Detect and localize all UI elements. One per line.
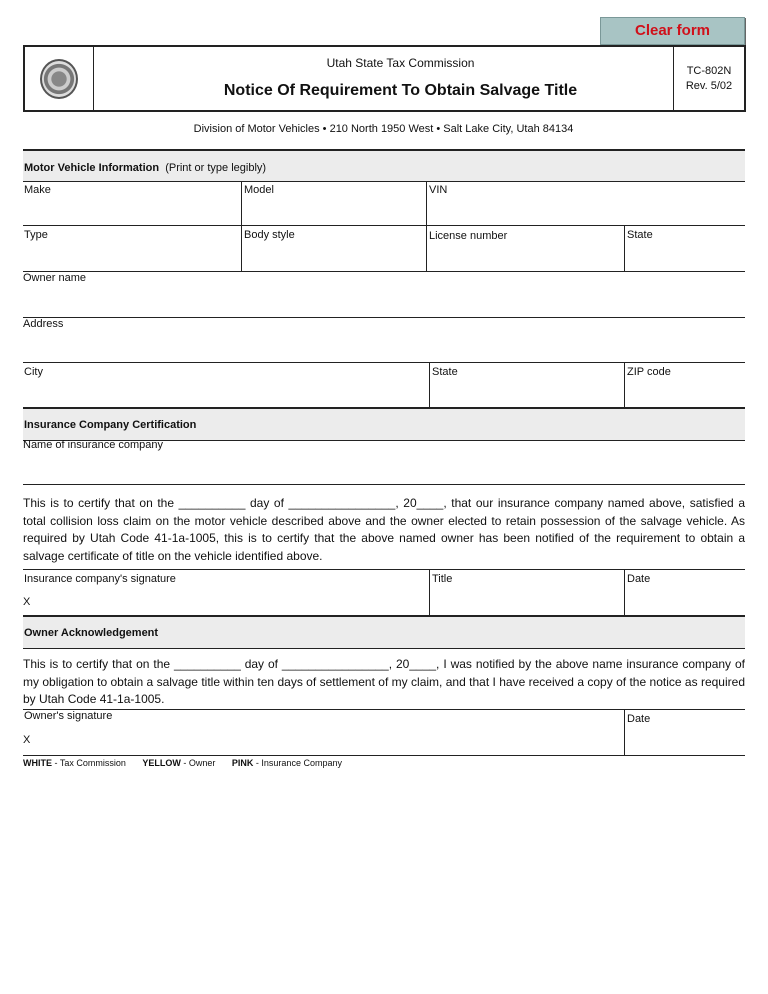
insurance-date-field[interactable] (624, 570, 745, 616)
section-insurance (23, 407, 745, 441)
zip-field[interactable] (624, 363, 745, 407)
owner-signature-field[interactable] (22, 710, 624, 755)
insurance-title-field[interactable] (429, 570, 624, 616)
address-line: Division of Motor Vehicles • 210 North 1950 West • Salt Lake City, Utah 84134 (193, 123, 574, 135)
license-number-field[interactable] (426, 226, 624, 271)
make-field[interactable] (22, 181, 241, 225)
field-label: Name of insurance company (23, 439, 164, 451)
field-label: State (432, 366, 458, 378)
signature-x-mark: X (23, 734, 31, 746)
field-label: Owner name (23, 272, 86, 284)
agency-name: Utah State Tax Commission (326, 56, 475, 70)
field-label: ZIP code (627, 366, 671, 378)
field-label: Title (432, 573, 453, 585)
field-label: Make (24, 184, 51, 196)
revision: Rev. 5/02 (685, 80, 733, 92)
field-label: Date (627, 573, 651, 585)
model-field[interactable] (241, 181, 426, 225)
field-label: VIN (429, 184, 448, 196)
insurance-signature-field[interactable] (22, 570, 429, 616)
field-label: Type (24, 229, 48, 241)
owner-date-field[interactable] (624, 710, 745, 755)
copy-yellow-desc: - Owner (180, 758, 216, 768)
field-label: City (24, 366, 43, 378)
field-label: Insurance company's signature (24, 573, 176, 585)
field-label: Date (627, 713, 651, 725)
owner-name-field[interactable] (23, 272, 745, 318)
section-note: (Print or type legibly) (165, 162, 267, 174)
copy-white: WHITE (23, 758, 52, 768)
row-owner-signature (23, 709, 745, 756)
row-city (23, 363, 745, 408)
copy-pink-desc: - Insurance Company (253, 758, 342, 768)
clear-form-button[interactable]: Clear form (600, 17, 745, 45)
copy-distribution (23, 758, 342, 768)
section-heading: Motor Vehicle Information (24, 162, 160, 174)
page-title: Notice Of Requirement To Obtain Salvage Title (223, 82, 578, 99)
vin-field[interactable] (426, 181, 745, 225)
signature-x-mark: X (23, 596, 31, 608)
state-field[interactable] (624, 226, 745, 271)
section-heading: Owner Acknowledgement (24, 627, 159, 639)
field-label: State (627, 229, 653, 241)
copy-pink: PINK (231, 758, 254, 768)
row-type (23, 226, 745, 272)
insurance-certification-text: This is to certify that on the __________ day of ________________, 20____, that our insurance company named above, satisfied a total collision loss claim on the motor vehicle described above and the owner elected to retain possession of the salvage vehicle. As required by Utah Code 41-1a-1005, this is to certify that the above named owner has been notified of the requirement to obtain a salvage certificate of title on the vehicle identified above. (23, 496, 745, 563)
field-label: Model (244, 184, 274, 196)
field-label: Address (23, 318, 64, 330)
section-heading: Insurance Company Certification (24, 419, 197, 431)
owner-acknowledgement-text: This is to certify that on the __________ day of ________________, 20____, I was notified by the above name insurance company of my obligation to obtain a salvage title within ten days of settlement of my claim, and that I have received a copy of the notice as required by Utah Code 41-1a-1005. (23, 657, 745, 706)
section-owner (23, 615, 745, 649)
copy-white-desc: - Tax Commission (52, 758, 126, 768)
address-field[interactable] (23, 318, 745, 363)
section-vehicle (23, 149, 745, 182)
insurance-name-field[interactable] (23, 439, 745, 485)
field-label: Owner's signature (24, 710, 113, 722)
field-label: License number (429, 230, 508, 242)
city-field[interactable] (22, 363, 429, 407)
form-number: TC-802N (686, 65, 732, 77)
body-style-field[interactable] (241, 226, 426, 271)
type-field[interactable] (22, 226, 241, 271)
copy-yellow: YELLOW (142, 758, 181, 768)
field-label: Body style (244, 229, 295, 241)
row-insurance-signature (23, 569, 745, 617)
city-state-field[interactable] (429, 363, 624, 407)
row-make (23, 181, 745, 226)
